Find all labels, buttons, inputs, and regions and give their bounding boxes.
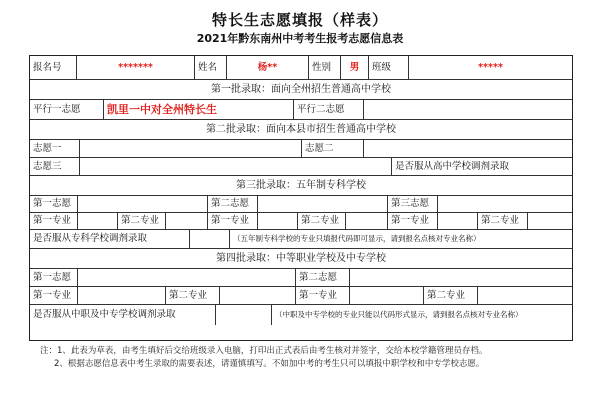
b3-major1-b-label: 第一专业 xyxy=(208,213,258,229)
b3-hint: （五年制专科学校的专业只填报代码即可显示，请到报名点核对专业名称） xyxy=(233,234,481,244)
b2-choice1-field[interactable] xyxy=(80,140,302,157)
b2-choice3-label: 志愿三 xyxy=(30,158,80,175)
b3-major1-c-field[interactable] xyxy=(438,213,478,229)
b3-obey-field[interactable] xyxy=(190,230,230,248)
b4-choice2-label: 第二志愿 xyxy=(296,269,350,286)
name-label: 姓名 xyxy=(195,56,227,79)
b3-major2-b-field[interactable] xyxy=(346,213,388,229)
b4-major1-a-label: 第一专业 xyxy=(30,287,78,304)
b2-obey-label: 是否服从高中学校调剂录取 xyxy=(395,160,510,172)
b3-major1-b-field[interactable] xyxy=(258,213,298,229)
batch1-heading: 第一批录取：面向全州招生普通高中学校 xyxy=(211,83,391,95)
reg-no-field[interactable]: ******* xyxy=(77,56,195,79)
b3-major2-a-label: 第二专业 xyxy=(118,213,166,229)
name-field[interactable]: 杨** xyxy=(227,56,309,79)
class-field[interactable]: ***** xyxy=(478,61,503,73)
b3-major1-a-field[interactable] xyxy=(78,213,118,229)
batch4-majors-row xyxy=(30,287,572,305)
form-title: 特长生志愿填报（样表） xyxy=(211,11,388,29)
b3-obey-label: 是否服从专科学校调剂录取 xyxy=(30,230,190,248)
application-table xyxy=(29,55,573,341)
batch2-heading-row xyxy=(30,120,572,140)
b4-choice1-field[interactable] xyxy=(78,269,296,286)
b4-choice1-label: 第一志愿 xyxy=(30,269,78,286)
batch4-choices-row xyxy=(30,269,572,287)
b3-choice3-label: 第三志愿 xyxy=(388,196,438,212)
b2-choice3-field[interactable] xyxy=(80,158,392,175)
basic-info-row xyxy=(30,56,572,80)
gender-field[interactable]: 男 xyxy=(341,56,369,79)
b3-major2-b-label: 第二专业 xyxy=(298,213,346,229)
b4-major1-b-field[interactable] xyxy=(350,287,424,304)
gender-label: 性别 xyxy=(309,56,341,79)
b2-choice2-field[interactable] xyxy=(364,140,572,157)
batch1-heading-row xyxy=(30,80,572,100)
batch3-heading-row xyxy=(30,176,572,196)
b4-obey-field[interactable] xyxy=(216,305,272,325)
batch2-heading: 第二批录取：面向本县市招生普通高中学校 xyxy=(206,123,396,135)
batch4-heading-row xyxy=(30,249,572,269)
batch3-obey-row xyxy=(30,230,572,249)
parallel2-field[interactable] xyxy=(364,100,572,119)
b4-choice2-field[interactable] xyxy=(350,269,572,286)
parallel2-label: 平行二志愿 xyxy=(294,100,364,119)
b2-choice1-label: 志愿一 xyxy=(30,140,80,157)
batch3-heading: 第三批录取：五年制专科学校 xyxy=(236,179,366,191)
b3-major2-c-label: 第二专业 xyxy=(478,213,528,229)
note-line-2: 2、根据志愿信息表中考生录取的需要表述，请谨慎填写。不如加中考的考生只可以填报中职学校和中专学校志愿。 xyxy=(54,359,485,369)
batch4-obey-row xyxy=(30,305,572,325)
b3-major2-a-field[interactable] xyxy=(166,213,208,229)
note-line-1: 注：1、此表为草表，由考生填好后交给班级录入电脑，打印出正式表后由考生核对并签字，交给本校学籍管理员存档。 xyxy=(40,346,488,356)
b4-hint: （中职及中专学校的专业只能以代码形式显示，请到报名点核对专业名称） xyxy=(275,310,523,320)
b3-major1-a-label: 第一专业 xyxy=(30,213,78,229)
b4-major2-a-label: 第二专业 xyxy=(166,287,220,304)
b4-major2-b-field[interactable] xyxy=(478,287,572,304)
b3-major2-c-field[interactable] xyxy=(528,213,572,229)
b4-obey-label: 是否服从中职及中专学校调剂录取 xyxy=(30,305,216,325)
b2-choice2-label: 志愿二 xyxy=(302,140,364,157)
parallel1-field[interactable]: 凯里一中对全州特长生 xyxy=(104,100,294,119)
b3-choice2-field[interactable] xyxy=(258,196,388,212)
b4-major1-b-label: 第一专业 xyxy=(296,287,350,304)
batch1-choices-row xyxy=(30,100,572,120)
parallel1-label: 平行一志愿 xyxy=(30,100,104,119)
batch4-heading: 第四批录取：中等职业学校及中专学校 xyxy=(216,252,386,264)
reg-no-label: 报名号 xyxy=(30,56,77,79)
batch2-choices-row xyxy=(30,140,572,158)
b3-choice3-field[interactable] xyxy=(438,196,572,212)
b3-choice2-label: 第二志愿 xyxy=(208,196,258,212)
b3-choice1-field[interactable] xyxy=(78,196,208,212)
b4-major2-b-label: 第二专业 xyxy=(424,287,478,304)
b4-major2-a-field[interactable] xyxy=(220,287,296,304)
batch2-choice3-row xyxy=(30,158,572,176)
batch3-majors-row xyxy=(30,213,572,230)
b4-major1-a-field[interactable] xyxy=(78,287,166,304)
form-subtitle: 2021年黔东南州中考考生报考志愿信息表 xyxy=(196,32,404,45)
b3-major1-c-label: 第一专业 xyxy=(388,213,438,229)
form-notes xyxy=(40,345,487,371)
b3-choice1-label: 第一志愿 xyxy=(30,196,78,212)
class-label: 班级 xyxy=(369,56,409,79)
batch3-choices-row xyxy=(30,196,572,213)
